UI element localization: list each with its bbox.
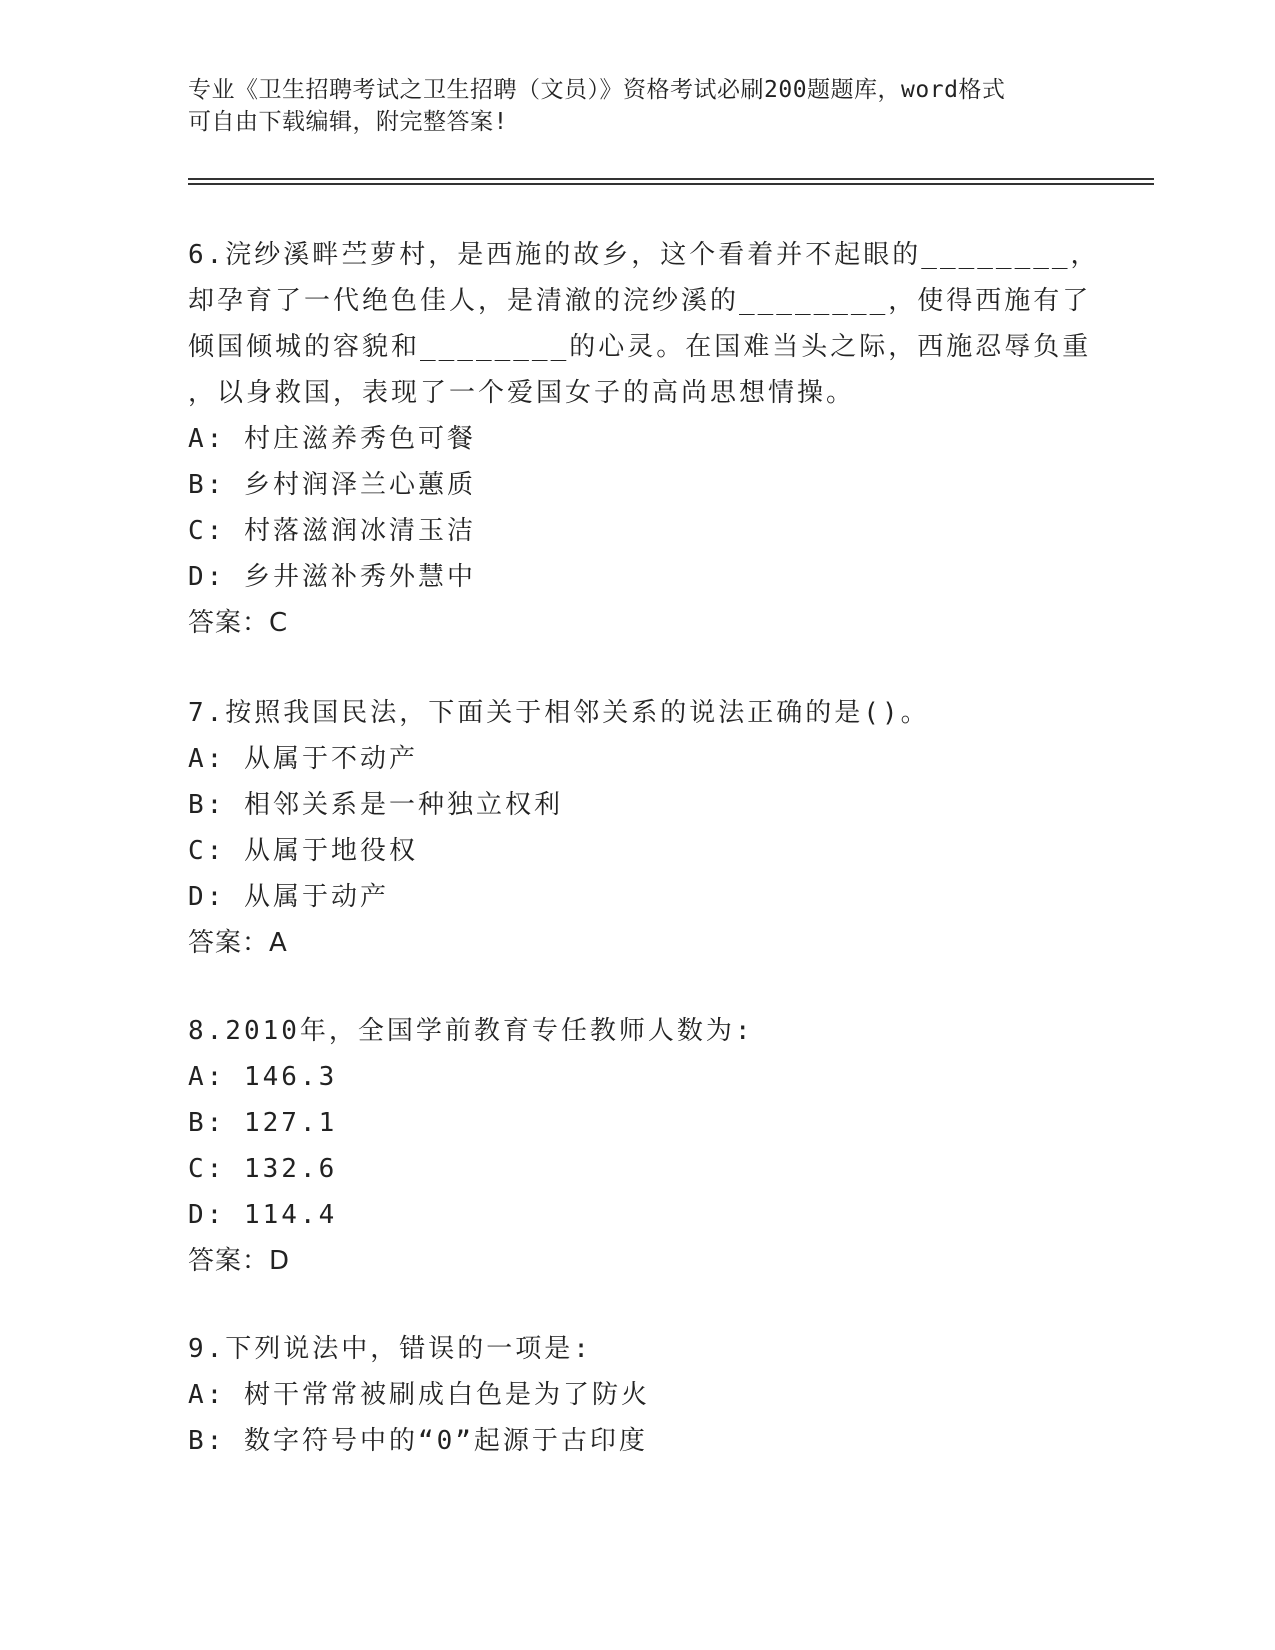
option-c: C: 132.6: [188, 1154, 338, 1184]
header-divider-bottom: [188, 183, 1154, 185]
header-divider-top: [188, 178, 1154, 180]
question-text-line: 却孕育了一代绝色佳人，是清澈的浣纱溪的________，使得西施有了: [188, 286, 1092, 316]
option-b: B: 127.1: [188, 1108, 338, 1138]
answer: 答案：D: [188, 1246, 291, 1276]
option-c: C: 从属于地役权: [188, 836, 418, 866]
question-9: [188, 1326, 1088, 1464]
option-d: D: 114.4: [188, 1200, 338, 1230]
question-8: [188, 1008, 1088, 1284]
option-a: A: 村庄滋养秀色可餐: [188, 424, 476, 454]
question-text-line: 9.下列说法中，错误的一项是:: [188, 1334, 592, 1364]
option-d: D: 从属于动产: [188, 882, 389, 912]
header-title-line-2: 可自由下载编辑，附完整答案!: [188, 109, 508, 135]
option-b: B: 乡村润泽兰心蕙质: [188, 470, 476, 500]
header-title-line-1: 专业《卫生招聘考试之卫生招聘（文员）》资格考试必刷200题题库，word格式: [188, 77, 1006, 103]
option-d: D: 乡井滋补秀外慧中: [188, 562, 476, 592]
question-text-line: 6.浣纱溪畔苎萝村，是西施的故乡，这个看着并不起眼的________，: [188, 240, 1100, 270]
option-b: B: 相邻关系是一种独立权利: [188, 790, 563, 820]
option-a: A: 146.3: [188, 1062, 338, 1092]
question-text-line: 8.2010年，全国学前教育专任教师人数为:: [188, 1016, 754, 1046]
option-a: A: 树干常常被刷成白色是为了防火: [188, 1380, 650, 1410]
answer: 答案：A: [188, 928, 288, 958]
question-6: [188, 232, 1100, 646]
option-c: C: 村落滋润冰清玉洁: [188, 516, 476, 546]
option-a: A: 从属于不动产: [188, 744, 418, 774]
answer: 答案：C: [188, 608, 289, 638]
option-b: B: 数字符号中的“0”起源于古印度: [188, 1426, 648, 1456]
question-text-line: 倾国倾城的容貌和________的心灵。在国难当头之际，西施忍辱负重: [188, 332, 1092, 362]
document-header: [188, 74, 1088, 138]
question-7: [188, 690, 1088, 966]
question-text-line: ，以身救国，表现了一个爱国女子的高尚思想情操。: [188, 378, 856, 408]
question-text-line: 7.按照我国民法，下面关于相邻关系的说法正确的是()。: [188, 698, 930, 728]
